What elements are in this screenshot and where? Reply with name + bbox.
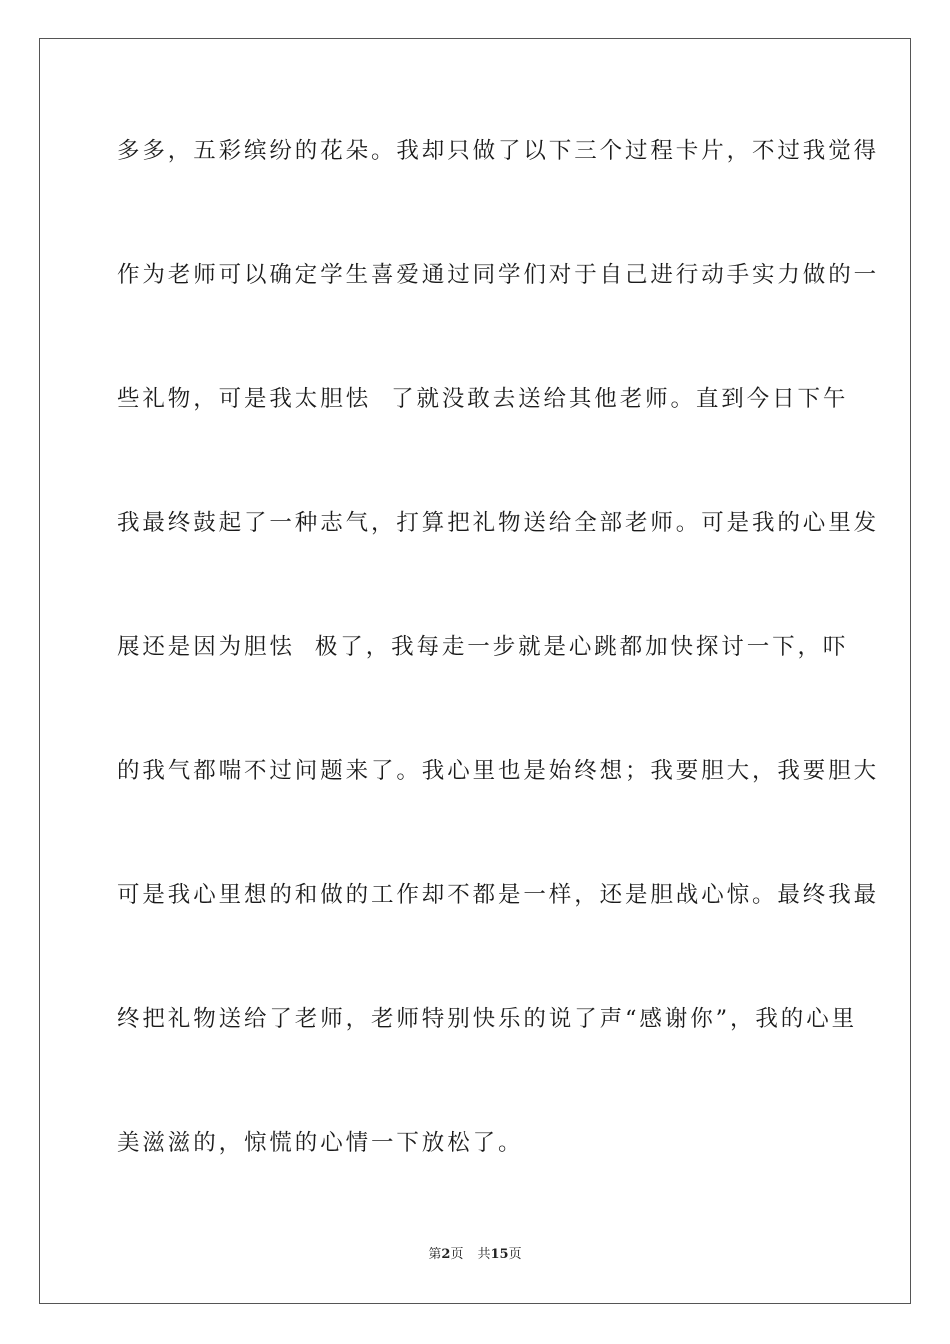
page-suffix: 页 (450, 1247, 464, 1262)
page-footer (0, 1246, 950, 1264)
page-border (39, 38, 911, 1304)
total-suffix: 页 (508, 1247, 522, 1262)
total-pages: 15 (490, 1247, 509, 1262)
total-prefix: 共 (477, 1247, 491, 1262)
text-line: 我最终鼓起了一种志气，打算把礼物送给全部老师。可是我的心里发 (117, 510, 880, 536)
text-line: 可是我心里想的和做的工作却不都是一样，还是胆战心惊。最终我最 (117, 882, 880, 908)
text-line: 些礼物，可是我太胆怯 了就没敢去送给其他老师。直到今日下午 (117, 386, 849, 412)
text-line: 展还是因为胆怯 极了，我每走一步就是心跳都加快探讨一下，吓 (117, 634, 849, 660)
page-prefix: 第 (428, 1247, 442, 1262)
text-line: 美滋滋的，惊慌的心情一下放松了。 (117, 1130, 524, 1156)
text-line: 终把礼物送给了老师，老师特别快乐的说了声“感谢你”，我的心里 (117, 1006, 858, 1032)
text-line: 多多，五彩缤纷的花朵。我却只做了以下三个过程卡片，不过我觉得 (117, 138, 880, 164)
page-number: 2 (441, 1247, 451, 1262)
text-line: 的我气都喘不过问题来了。我心里也是始终想；我要胆大，我要胆大 (117, 758, 880, 784)
text-line: 作为老师可以确定学生喜爱通过同学们对于自己进行动手实力做的一 (117, 262, 880, 288)
